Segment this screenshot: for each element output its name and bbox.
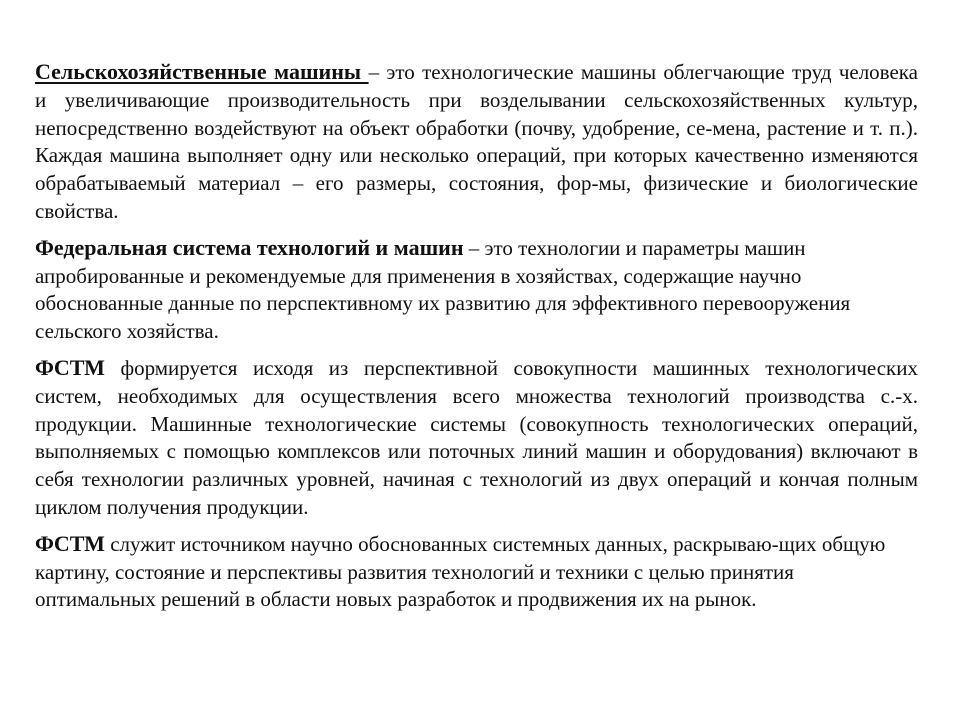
definition-text: – это технологии и параметры машин апробированные и рекомендуемые для применения в хозяйствах, содержащие научно обоснованные данные по перспективному их развитию для эффективного перевооружения сельского хозяйства. bbox=[35, 235, 851, 344]
definition-text: – это технологические машины облегчающие труд человека и увеличивающие производительность при возделывании сельскохозяйственных культур, непосредственно воздействуют на объект обработки (почву, удобрение, се-мена, растение и т. п.). Каждая машина выполняет одну или несколько операций, при которых качественно изменяются обрабатываемый материал – его размеры, состояния, фор-мы, физические и биологические свойства. bbox=[35, 60, 918, 223]
paragraph-fstm-formation bbox=[35, 354, 918, 522]
definition-agricultural-machines bbox=[35, 58, 918, 226]
term-fstm: ФСТМ bbox=[35, 354, 105, 380]
term-fstm: ФСТМ bbox=[35, 530, 105, 556]
paragraph-text: служит источником научно обоснованных системных данных, раскрываю-щих общую картину, состояние и перспективы развития технологий и техники с целью принятия оптимальных решений в области новых разработок и продвижения их на рынок. bbox=[35, 531, 886, 612]
term-agricultural-machines: Сельскохозяйственные машины bbox=[35, 59, 369, 84]
definition-federal-system bbox=[35, 234, 918, 346]
paragraph-text: формируется исходя из перспективной совокупности машинных технологических систем, необходимых для осуществления всего множества технологий производства с.-х. продукции. Машинные технологические системы (совокупность технологических операций, выполняемых с помощью комплексов или поточных линий машин и оборудования) включают в себя технологии различных уровней, начиная с технологий из двух операций и кончая полным циклом получения продукции. bbox=[35, 355, 918, 519]
term-federal-system: Федеральная система технологий и машин bbox=[35, 234, 464, 260]
paragraph-fstm-purpose bbox=[35, 530, 918, 614]
